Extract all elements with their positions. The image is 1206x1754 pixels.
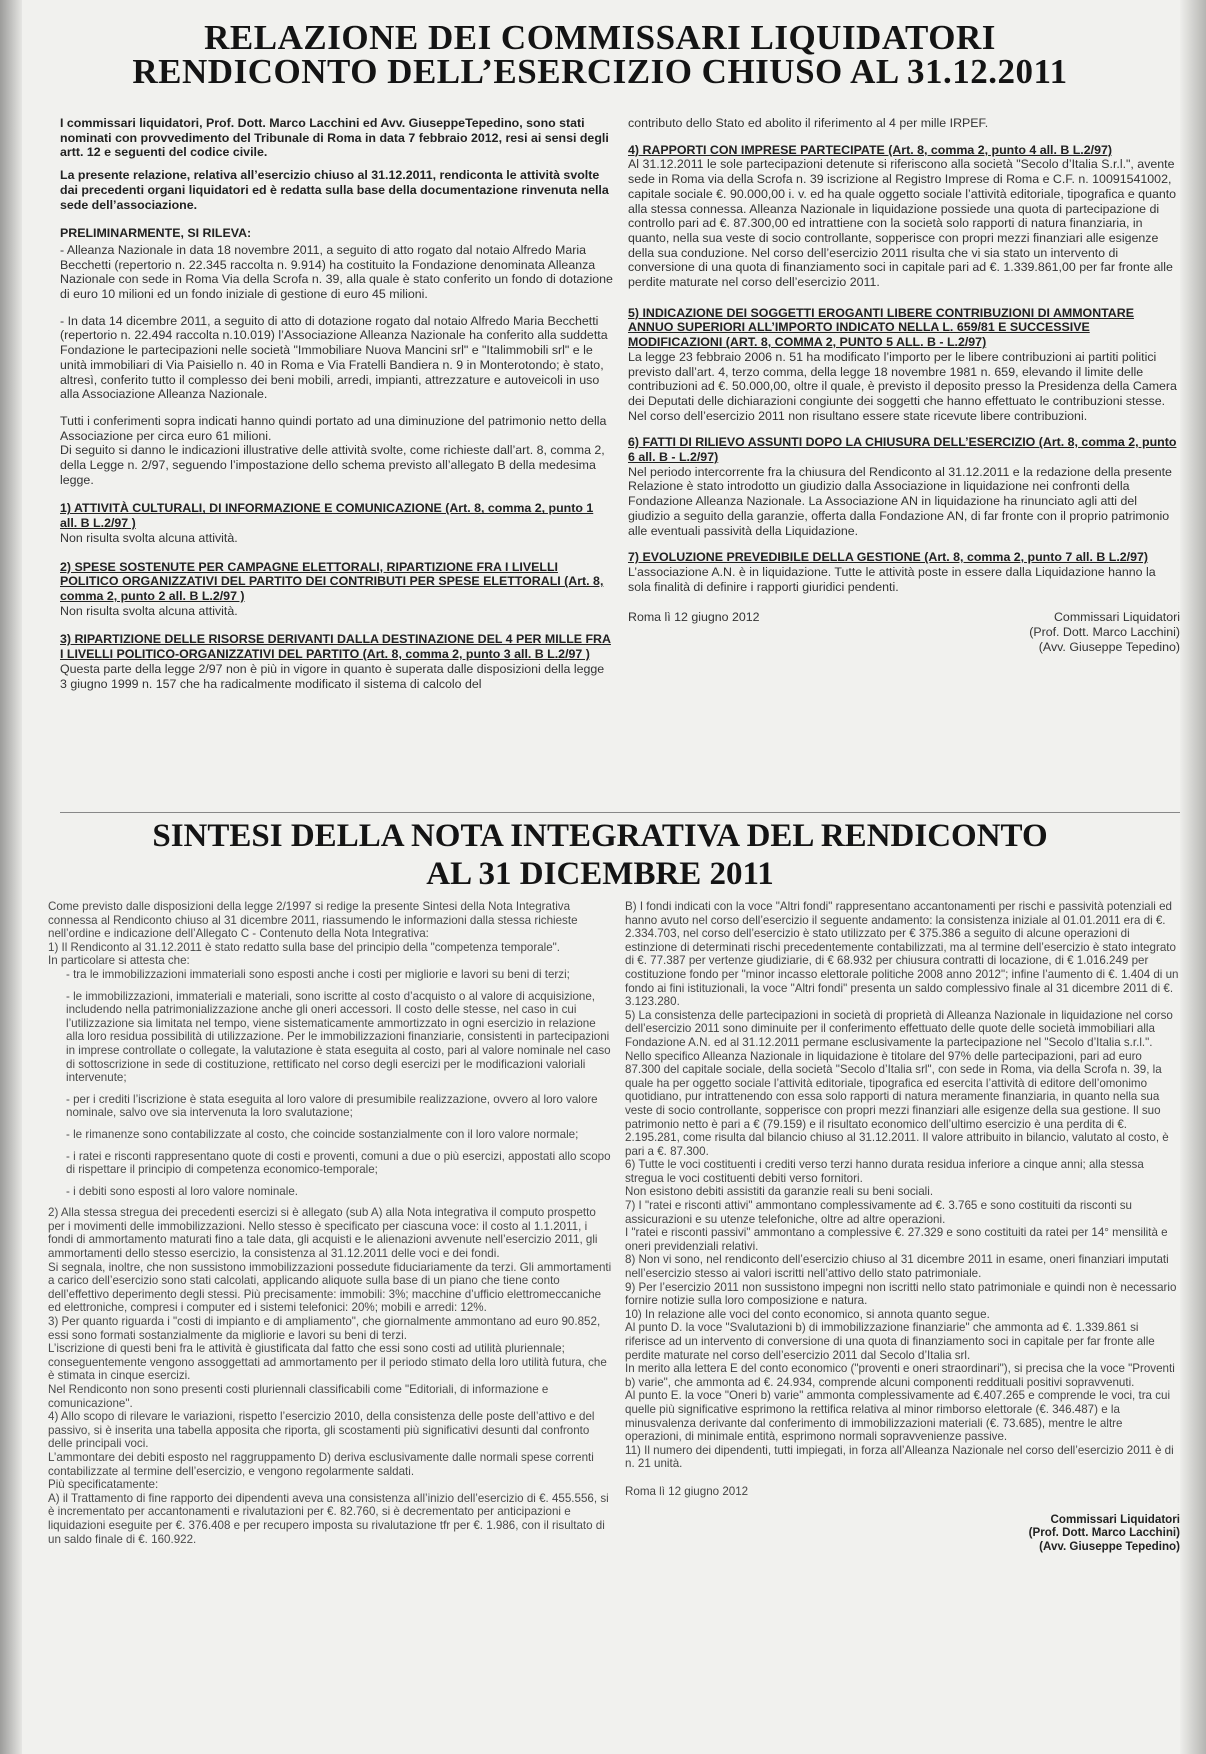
body-paragraph: 2) Alla stessa stregua dei precedenti esercizi si è allegato (sub A) alla Nota integrativa il computo prospetto per i movimenti delle immobilizzazioni. Nello stesso è specificato per ciascuna voce: il costo al 1.1.2011, i fondi di ammortamento maturati fino a tale data, gli acquisti e le alienazioni avvenute nell’esercizio 2011, gli ammortamenti dello stesso esercizio, la consistenza al 31.12.2011 delle voci e dei fondi.	[48, 1206, 598, 1261]
body-paragraph: Al punto D. la voce "Svalutazioni b) di immobilizzazione finanziarie" che ammonta ad €. 1.339.861 si riferisce ad un intervento di conversione di una quota di finanziamento soci in capitale per far fronte alle perdite maturate nel corso dell’esercizio 2011 dal Secolo d’Italia srl.	[625, 1321, 1155, 1362]
signatures	[1029, 610, 1180, 654]
signature-name: (Prof. Dott. Marco Lacchini)	[1029, 625, 1180, 640]
signature-name: (Avv. Giuseppe Tepedino)	[1038, 639, 1180, 654]
list-item: - i ratei e risconti rappresentano quote di costi e proventi, comuni a due o più esercizi, appostati allo scopo di rispettare il principio di competenza economico-temporale;	[66, 1149, 611, 1177]
body-paragraph: L’iscrizione di questi beni fra le attività è giustificata dal fatto che essi sono costi ad utilità pluriennale; conseguentemente vengono assoggettati ad ammortamento per il periodo stimato della loro utilità futura, che è stimata in cinque esercizi.	[48, 1342, 607, 1383]
report-column-left	[60, 116, 613, 699]
body-paragraph: - Alleanza Nazionale in data 18 novembre 2011, a seguito di atto rogato dal notaio Alfredo Maria Becchetti (repertorio n. 22.345 raccolta n. 9.914) ha costituito la Fondazione denominata Alleanza Nazionale con sede in Roma Via della Scrofa n. 39, alla quale è stato conferito un fondo di dotazione di euro 10 milioni ed un fondo iniziale di gestione di euro 45 milioni.	[60, 242, 613, 302]
intro-paragraph: La presente relazione, relativa all’esercizio chiuso al 31.12.2011, rendiconta le attività svolte dai precedenti organi liquidatori ed è redatta sulla base della documentazione rinvenuta nella sede dell’associazione.	[60, 168, 609, 212]
body-paragraph: 7) I "ratei e risconti attivi" ammontano complessivamente ad €. 3.765 e sono costituiti da risconti su assicurazioni e su utenze telefoniche, oltre ad altre operazioni.	[625, 1199, 1133, 1226]
body-paragraph: I "ratei e risconti passivi" ammontano a complessive €. 27.329 e sono costituiti da ratei per 14° mensilità e oneri previdenziali relativi.	[625, 1226, 1168, 1253]
body-paragraph: 5) La consistenza delle partecipazioni in società di proprietà di Alleanza Nazionale in liquidazione nel corso dell’esercizio 2011 sono diminuite per il conferimento effettuato delle quote delle società immobiliari alla Fondazione A.N. ed al 31.12.2011 permane esclusivamente la partecipazione nel "Secolo d’Italia s.r.l.".	[625, 1008, 1173, 1049]
body-paragraph: 8) Non vi sono, nel rendiconto dell’esercizio chiuso al 31 dicembre 2011 in esame, oneri finanziari imputati nell’esercizio stesso ai valori iscritti nell’attivo dello stato patrimoniale.	[625, 1253, 1169, 1281]
place-date: Roma lì 12 giugno 2012	[628, 610, 760, 625]
body-paragraph: B) I fondi indicati con la voce "Altri fondi" rappresentano accantonamenti per rischi e passività potenziali ed hanno avuto nel corso dell’esercizio il seguente andamento: la consistenza iniziale al 01.01.2011 era di €. 2.334.703, nel corso dell’esercizio è stato utilizzato per € 375.386 a seguito di alcune operazioni di estinzione di determinati rischi precedentemente contabilizzati, ma al termine dell’esercizio è stato integrato di €. 77.387 per vertenze giudiziarie, di € 68.932 per chiusura contratti di locazione, di € 1.016.249 per costituzione fondo per "minor incasso elettorale politiche 2008 anno 2012"; infine l’aumento di €. 1.404 di un fondo ai fini istituzionali, la voce "Altri fondi" presenta un saldo complessivo finale al 31 dicembre 2011 di €. 3.123.280.	[625, 900, 1179, 1009]
body-paragraph: - In data 14 dicembre 2011, a seguito di atto di dotazione rogato dal notaio Alfredo Maria Becchetti (repertorio n. 22.494 raccolta n.10.019) l’Associazione Alleanza Nazionale ha conferito alla suddetta Fondazione le partecipazioni nelle società "Immobiliare Nuova Mancini srl" e "Italimmobili srl" e le unità immobiliari di Via Paisiello n. 40 in Roma e Via Fratelli Bandiera n. 9 in Monterotondo; è stato, altresì, conferito tutto il complesso dei beni mobili, arredi, impianti, attrezzature e autoveicoli in uso alla Associazione Alleanza Nazionale.	[60, 313, 608, 402]
summary-column-left	[48, 900, 614, 1554]
section-heading: 4) RAPPORTI CON IMPRESE PARTECIPATE (Art. 8, comma 2, punto 4 all. B L.2/97)	[628, 142, 1112, 157]
report-column-right	[628, 116, 1180, 655]
section-heading: 6) FATTI DI RILIEVO ASSUNTI DOPO LA CHIUSURA DELL’ESERCIZIO (Art. 8, comma 2, punto 6 all. B - L.2/97)	[628, 435, 1177, 465]
summary-column-right	[625, 900, 1180, 1553]
body-paragraph: Nel periodo intercorrente fra la chiusura del Rendiconto al 31.12.2011 e la redazione della presente Relazione è stato introdotto un giudizio dalla Associazione in liquidazione nei confronti della Fondazione Alleanza Nazionale. La Associazione AN in liquidazione ha rinunciato agli atti del giudizio a seguito della garanzie, offerta dalla Fondazione AN, di far fronte con il proprio patrimonio alle eventuali passività della Liquidazione.	[628, 464, 1172, 538]
section-heading: PRELIMINARMENTE, SI RILEVA:	[60, 226, 252, 241]
signature-block	[628, 610, 1180, 654]
body-paragraph: Tutti i conferimenti sopra indicati hanno quindi portato ad una diminuzione del patrimonio netto della Associazione per circa euro 61 milioni.	[60, 413, 607, 443]
body-paragraph: Si segnala, inoltre, che non sussistono immobilizzazioni possedute fiduciariamente da terzi. Gli ammortamenti a carico dell’esercizio sono stati calcolati, applicando aliquote sulla base di un piano che tiene conto dell’effettivo deperimento degli stessi. Più precisamente: immobili: 3%; macchine d’ufficio elettromeccaniche ed elettroniche, compresi i computer ed i sistemi telefonici: 20%; mobili e arredi: 12%.	[48, 1260, 612, 1315]
body-paragraph: L’ammontare dei debiti esposto nel raggruppamento D) deriva esclusivamente dalle normali spese correnti contabilizzate al termine dell’esercizio, e vengono regolarmente saldati.	[48, 1450, 594, 1478]
body-paragraph: Più specificatamente:	[48, 1478, 159, 1492]
body-paragraph: La legge 23 febbraio 2006 n. 51 ha modificato l’importo per le libere contribuzioni ai partiti politici previsto dall’art. 4, terzo comma, della legge 18 novembre 1981 n. 659, elevando il limite delle contribuzioni ad €. 50.000,00, oltre il quale, è previsto il deposito presso la Presidenza della Camera dei Deputati delle dichiarazioni congiunte dei soggetti che hanno effettuato le contribuzioni stesse. Nel corso dell’esercizio 2011 non risultano essere state ricevute libere contribuzioni.	[628, 349, 1177, 423]
body-paragraph: 11) Il numero dei dipendenti, tutti impiegati, in forza all’Alleanza Nazionale nel corso dell’esercizio 2011 è di n. 21 unità.	[625, 1443, 1174, 1471]
section-heading: 5) INDICAZIONE DEI SOGGETTI EROGANTI LIBERE CONTRIBUZIONI DI AMMONTARE ANNUO SUPERIORI ALL’IMPORTO INDICATO NELLA L. 659/81 E SUCCESSIVE MODIFICAZIONI (ART. 8, COMMA 2, PUNTO 5 ALL. B - L.2/97)	[628, 305, 1134, 350]
intro-paragraph: I commissari liquidatori, Prof. Dott. Marco Lacchini ed Avv. GiuseppeTepedino, sono stati nominati con provvedimento del Tribunale di Roma in data 7 febbraio 2012, resi ai sensi degli artt. 12 e seguenti del codice civile.	[60, 116, 609, 160]
body-paragraph: A) il Trattamento di fine rapporto dei dipendenti aveva una consistenza all’inizio dell’esercizio di €. 455.556, si è incrementato per accantonamenti e rivalutazioni per €. 82.760, si è decrementato per anticipazioni e liquidazioni eseguite per €. 376.408 e per recupero imposta su rivalutazione tfr per €. 1.986, con il risultato di un saldo finale di €. 160.922.	[48, 1491, 609, 1546]
body-paragraph: Al 31.12.2011 le sole partecipazioni detenute si riferiscono alla società "Secolo d’Italia S.r.l.", avente sede in Roma via della Scrofa n. 39 iscrizione al Registro Imprese di Roma e C.F. n. 10091541002, capitale sociale €. 90.000,00 i. v. ed ha quale oggetto sociale l’attività editoriale, tipografica e quanto alla stessa connessa. Alleanza Nazionale in liquidazione possiede una quota di partecipazione di controllo pari ad €. 87.300,00 ed intrattiene con la società solo rapporti di natura finanziaria, in quanto, nella sua veste di socio controllante, sopperisce con propri mezzi finanziari alle esigenze della sua conduzione. Nel corso dell’esercizio 2011 risulta che vi sia stato un intervento di conversione di una quota di finanziamento soci in capitale pari ad €. 1.339.861,00 per far fronte alle perdite maturate nel corso dell’esercizio 2011.	[628, 157, 1177, 290]
signature-name: (Prof. Dott. Marco Lacchini)	[1028, 1526, 1180, 1540]
summary-title-line2: AL 31 DICEMBRE 2011	[426, 856, 774, 892]
section-divider	[60, 812, 1180, 813]
body-paragraph: L’associazione A.N. è in liquidazione. Tutte le attività poste in essere dalla Liquidazione hanno la sola finalità di definire i rapporti giuridici pendenti.	[628, 564, 1156, 594]
signature-title: Commissari Liquidatori	[1053, 610, 1180, 625]
report-title-line2: RENDICONTO DELL’ESERCIZIO CHIUSO AL 31.12.2011	[132, 52, 1068, 91]
body-paragraph: In merito alla lettera E del conto economico ("proventi e oneri straordinari"), si precisa che la voce "Proventi b) varie", che ammonta ad €. 24.934, comprende alcuni componenti reddituali positivi sopravvenuti.	[625, 1362, 1175, 1389]
body-paragraph: Non risulta svolta alcuna attività.	[60, 530, 238, 545]
list-item: - le rimanenze sono contabilizzate al costo, che coincide sostanzialmente con il loro valore normale;	[66, 1127, 579, 1141]
body-paragraph: Non esistono debiti assistiti da garanzie reali su beni sociali.	[625, 1185, 934, 1199]
body-paragraph: 3) Per quanto riguarda i "costi di impianto e di ampliamento", che giornalmente ammontano ad euro 90.852, essi sono formati sostanzialmente da migliorie e lavori su beni di terzi.	[48, 1315, 601, 1342]
list-item: - le immobilizzazioni, immateriali e materiali, sono iscritte al costo d’acquisto o al valore di acquisizione, includendo nella patrimonializzazione anche gli oneri accessori. Il costo delle stesse, nel caso in cui l’utilizzazione sia limitata nel tempo, viene sistematicamente ammortizzato in ogni esercizio in relazione alla loro residua possibilità di utilizzazione. Per le immobilizzazioni finanziarie, consistenti in partecipazioni in imprese controllate o collegate, la valutazione è stata eseguita al costo, pari al valore nominale nel caso di sottoscrizione in sede di costituzione, rettificato nel corso degli esercizi per le modificazioni valoriali intervenute;	[66, 989, 611, 1085]
summary-title-line1: SINTESI DELLA NOTA INTEGRATIVA DEL RENDICONTO	[152, 818, 1048, 854]
body-paragraph: 6) Tutte le voci costituenti i crediti verso terzi hanno durata residua inferiore a cinque anni; alla stessa stregua le voci costituenti debiti verso fornitori.	[625, 1158, 1144, 1185]
section-heading: 7) EVOLUZIONE PREVEDIBILE DELLA GESTIONE (Art. 8, comma 2, punto 7 all. B L.2/97)	[628, 550, 1149, 565]
body-paragraph: contributo dello Stato ed abolito il riferimento al 4 per mille IRPEF.	[628, 116, 989, 130]
page-edge-left	[0, 0, 22, 1754]
signature-title: Commissari Liquidatori	[1050, 1512, 1180, 1526]
body-paragraph: In particolare si attesta che:	[48, 954, 190, 968]
body-paragraph: Di seguito si danno le indicazioni illustrative delle attività svolte, come richieste dall’art. 8, comma 2, della Legge n. 2/97, seguendo l’impostazione dello schema previsto all’allegato B della medesima legge.	[60, 443, 605, 487]
body-paragraph: Nel Rendiconto non sono presenti costi pluriennali classificabili come "Editoriali, di informazione e comunicazione".	[48, 1383, 549, 1410]
page-edge-right	[1180, 0, 1206, 1754]
list-item: - per i crediti l’iscrizione è stata eseguita al loro valore di presumibile realizzazione, ovvero al loro valore nominale, salvo ove sia intervenuta la loro svalutazione;	[66, 1092, 598, 1120]
place-date: Roma lì 12 giugno 2012	[625, 1484, 749, 1498]
list-item: - tra le immobilizzazioni immateriali sono esposti anche i costi per migliorie e lavori su beni di terzi;	[66, 967, 570, 981]
section-heading: 3) RIPARTIZIONE DELLE RISORSE DERIVANTI DALLA DESTINAZIONE DEL 4 PER MILLE FRA I LIVELLI POLITICO-ORGANIZZATIVI DEL PARTITO (Art. 8, comma 2, punto 3 all. B L.2/97 )	[60, 632, 611, 662]
body-paragraph: Nello specifico Alleanza Nazionale in liquidazione è titolare del 97% delle partecipazioni, pari ad euro 87.300 del capitale sociale, della società "Secolo d’Italia srl", con sede in Roma, via della Scrofa n. 39, la quale ha per oggetto sociale l’attività editoriale, tipografica ed esercita l’attività di editore dell’omonimo quotidiano, pur intrattenendo con essa solo rapporti di natura meramente finanziaria, in quanto nella sua veste di socio controllante, sopperisce con propri mezzi finanziari alle esigenze della sua gestione. Il suo patrimonio netto è pari a € (79.159) e il risultato economico dell’ultimo esercizio è una perdita di €. 2.195.281, come risulta dal bilancio chiuso al 31.12.2011. Il valore attribuito in bilancio, valutato al costo, è pari a €. 87.300.	[625, 1049, 1169, 1158]
list-item: - i debiti sono esposti al loro valore nominale.	[66, 1184, 298, 1198]
section-heading: 2) SPESE SOSTENUTE PER CAMPAGNE ELETTORALI, RIPARTIZIONE FRA I LIVELLI POLITICO ORGANIZZATIVI DEL PARTITO DEI CONTRIBUTI PER SPESE ELETTORALI (Art. 8, comma 2, punto 2 all. B L.2/97 )	[60, 559, 604, 603]
body-paragraph: Non risulta svolta alcuna attività.	[60, 603, 238, 618]
body-paragraph: 1) Il Rendiconto al 31.12.2011 è stato redatto sulla base del principio della "competenza temporale".	[48, 940, 561, 954]
body-paragraph: Questa parte della legge 2/97 non è più in vigore in quanto è superata dalle disposizioni della legge 3 giugno 1999 n. 157 che ha radicalmente modificato il sistema di calcolo del	[60, 661, 605, 691]
section-heading: 1) ATTIVITÀ CULTURALI, DI INFORMAZIONE E COMUNICAZIONE (Art. 8, comma 2, punto 1 all. B L.2/97 )	[60, 501, 594, 531]
body-paragraph: 4) Allo scopo di rilevare le variazioni, rispetto l’esercizio 2010, della consistenza delle poste dell’attivo e del passivo, si è inserita una tabella apposita che riporta, gli scostamenti più significativi desunti dal confronto delle principali voci.	[48, 1410, 595, 1451]
body-paragraph: Come previsto dalle disposizioni della legge 2/1997 si redige la presente Sintesi della Nota Integrativa connessa al Rendiconto chiuso al 31 dicembre 2011, riassumendo le informazioni dalla stessa richieste nell’ordine e indicazione dell’Allegato C - Contenuto della Nota Integrativa:	[48, 900, 578, 941]
signature-name: (Avv. Giuseppe Tepedino)	[1039, 1539, 1180, 1553]
signatures	[625, 1513, 1180, 1554]
body-paragraph: 9) Per l’esercizio 2011 non sussistono impegni non iscritti nello stato patrimoniale e quindi non è necessario fornire notizie sulla loro composizione e natura.	[625, 1280, 1177, 1308]
report-title-line1: RELAZIONE DEI COMMISSARI LIQUIDATORI	[204, 18, 996, 57]
body-paragraph: 10) In relazione alle voci del conto economico, si annota quanto segue.	[625, 1307, 990, 1321]
body-paragraph: Al punto E. la voce "Oneri b) varie" ammonta complessivamente ad €.407.265 e comprende le voci, tra cui quelle più significative esprimono la rettifica relativa al minor rimborso elettorale (€. 346.487) e la minusvalenza derivante dal conferimento di immobilizzazioni materiali (€. 73.685), mentre le altre operazioni, di minimale entità, esprimono normali sopravvenienze passive.	[625, 1389, 1171, 1444]
